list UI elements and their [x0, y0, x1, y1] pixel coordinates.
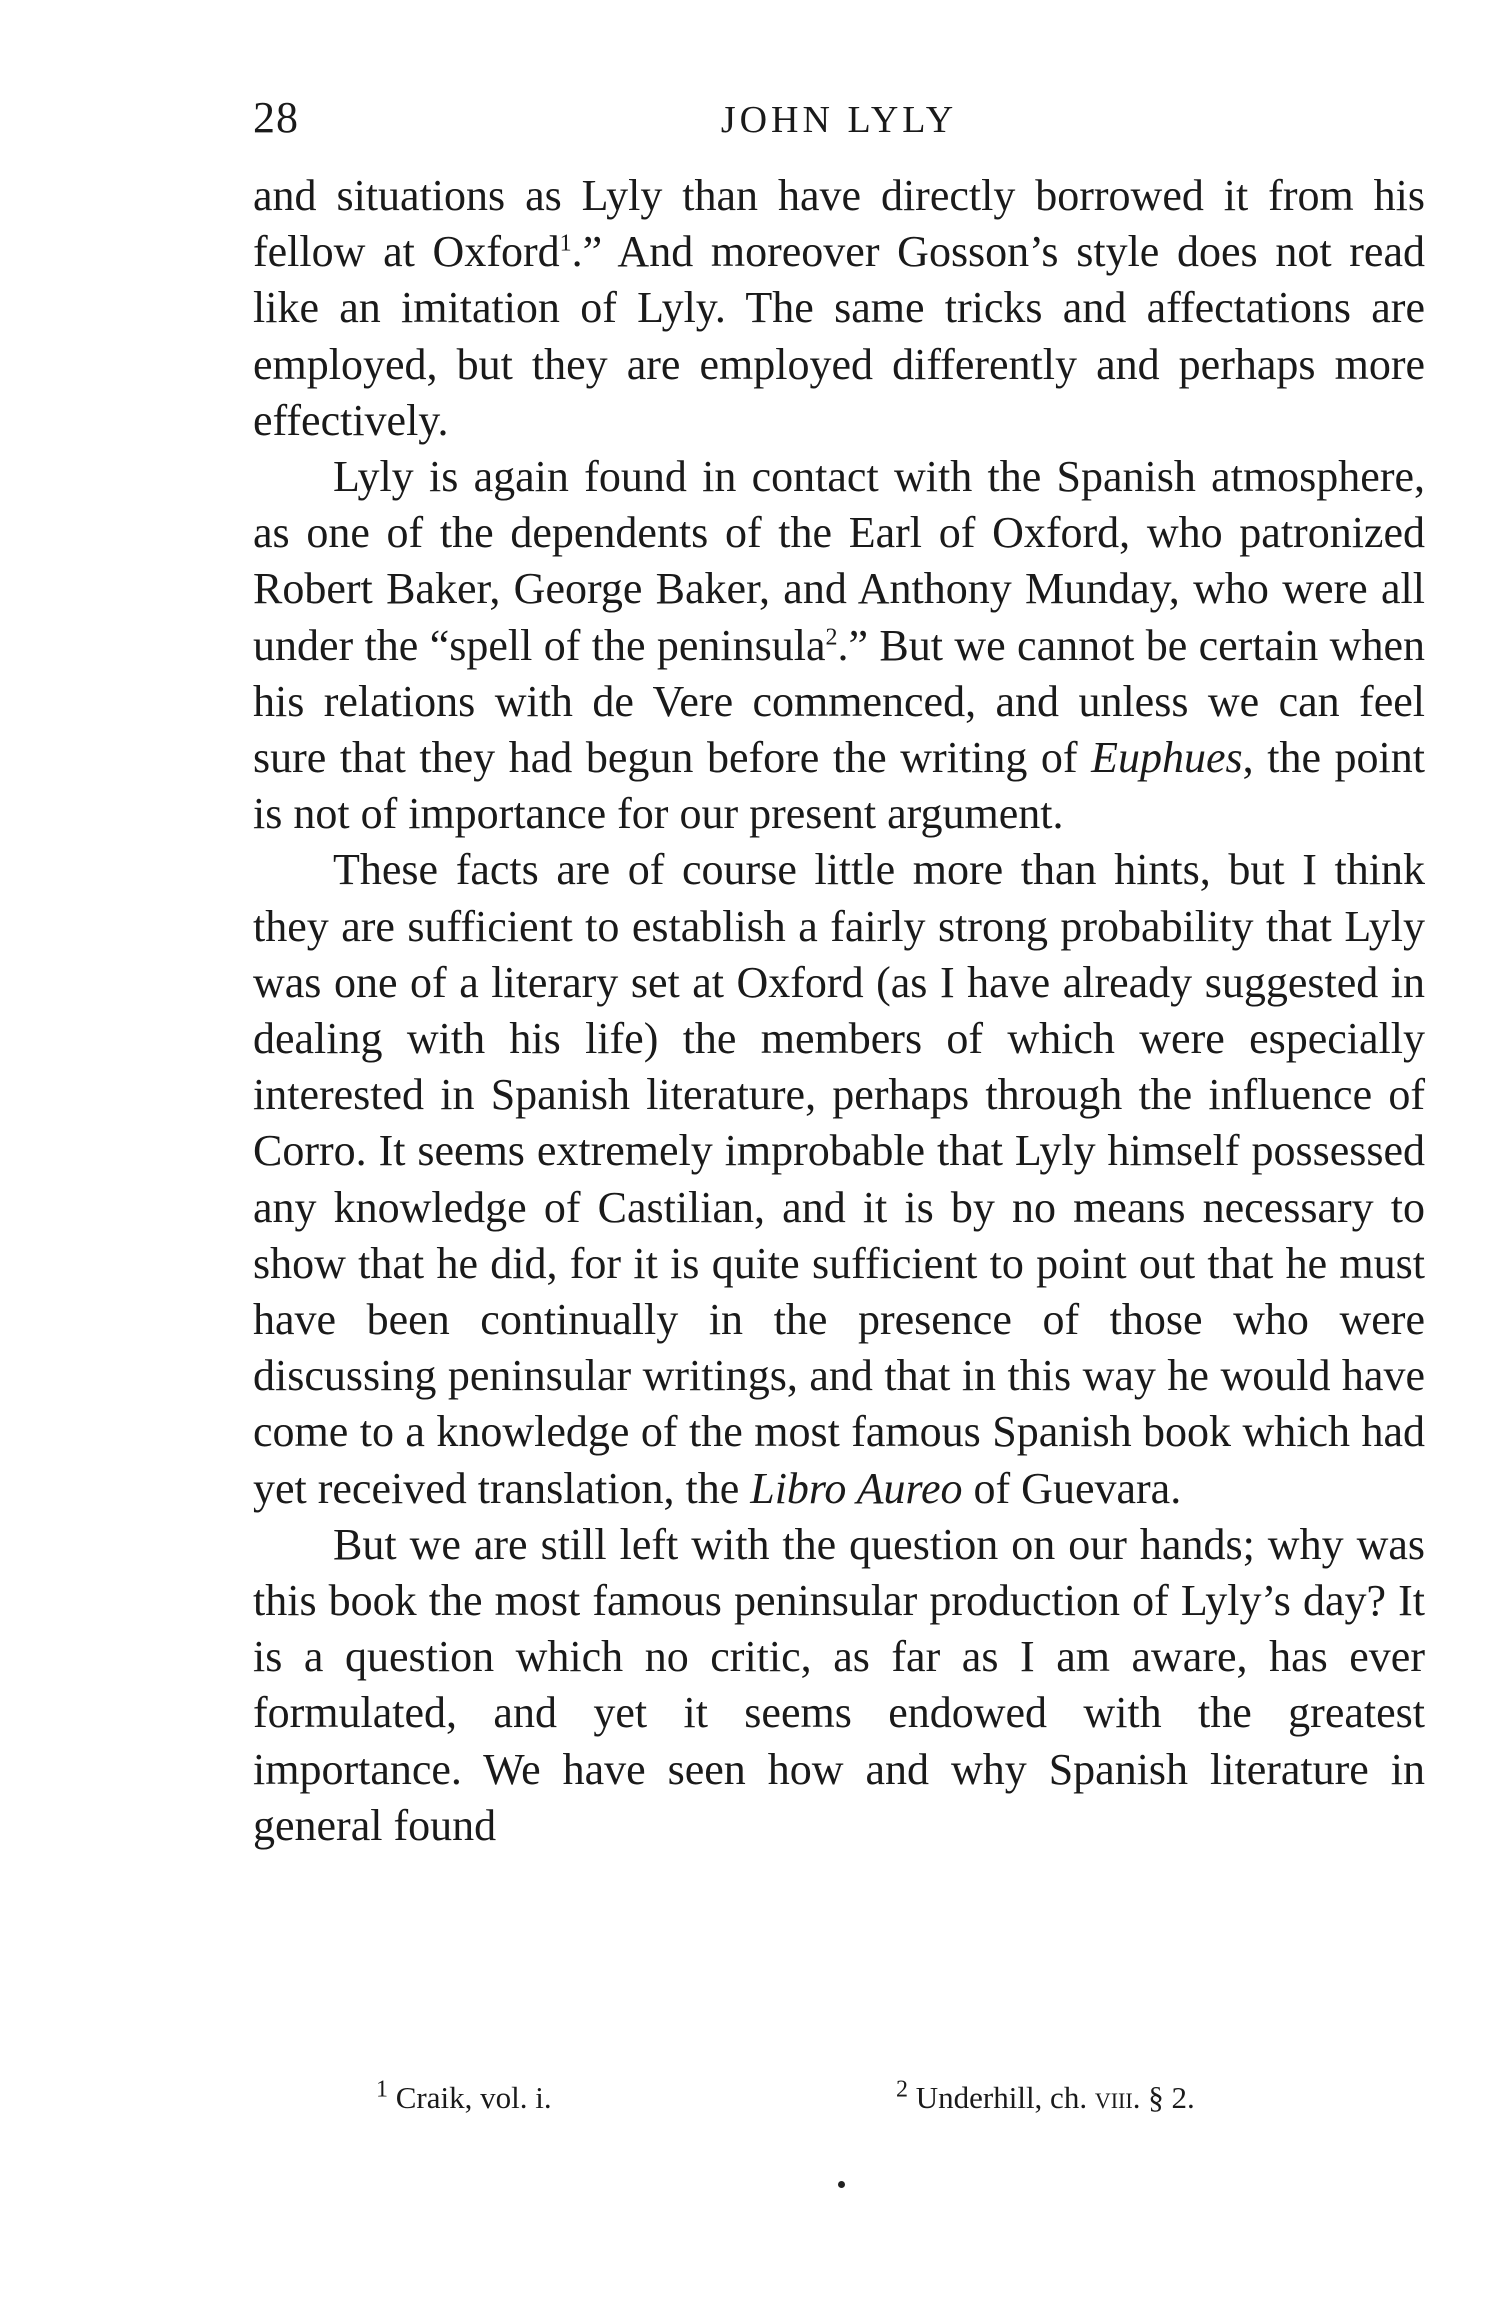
footnote-2-mark: 2 — [896, 2076, 908, 2103]
page-number: 28 — [253, 93, 299, 142]
footnotes — [376, 2076, 1396, 2124]
printer-mark-dot — [838, 2181, 845, 2188]
paragraph-2-text-b: .” But we cannot be certain when his relations with de Vere commenced, and unless we can feel sure that they had begun before the writing of — [253, 620, 1425, 783]
paragraph-2 — [253, 449, 1425, 842]
footnote-1-text: Craik, vol. i. — [388, 2080, 552, 2115]
footnote-2-text-b: . § 2. — [1132, 2080, 1195, 2115]
book-title-euphues: Euphues — [1091, 733, 1243, 783]
footnote-2-text-a: Underhill, ch. — [908, 2080, 1095, 2115]
paragraph-3-text-b: of Guevara. — [962, 1463, 1182, 1513]
paragraph-1-text-b: .” And moreover Gosson’s style does not read like an imitation of Lyly. The same tricks and affectations are employed, but they are employed differently and perhaps more effectively. — [253, 227, 1425, 445]
paragraph-3 — [253, 842, 1425, 1516]
footnote-2 — [896, 2076, 1195, 2116]
footnote-2-chapter: viii — [1094, 2080, 1133, 2115]
paragraph-4 — [253, 1517, 1425, 1854]
book-title-libro-aureo: Libro Aureo — [750, 1463, 963, 1513]
body-text — [253, 168, 1425, 1854]
running-title: JOHN LYLY — [720, 99, 958, 141]
paragraph-3-text-a: These facts are of course little more than hints, but I think they are sufficient to establish a fairly strong probability that Lyly was one of a literary set at Oxford (as I have already suggested in dealing with his life) the members of which were especially interested in Spanish literature, perhaps through the influence of Corro. It seems extremely improbable that Lyly himself possessed any knowledge of Castilian, and it is by no means necessary to show that he did, for it is quite sufficient to point out that he must have been continually in the presence of those who were discussing peninsular writings, and that in this way he would have come to a knowledge of the most famous Spanish book which had yet received translation, the — [253, 845, 1425, 1513]
footnote-ref-1: 1 — [559, 230, 572, 257]
footnote-ref-2: 2 — [825, 623, 838, 650]
paragraph-2-text-a: Lyly is again found in contact with the Spanish atmosphere, as one of the dependents of the Earl of Oxford, who patronized Robert Baker, George Baker, and Anthony Munday, who were all under the “spell of the peninsula — [253, 452, 1425, 670]
page-header — [253, 92, 1425, 152]
paragraph-1 — [253, 168, 1425, 449]
paragraph-2-text-c: , the point is not of importance for our present argument. — [253, 733, 1426, 839]
paragraph-4-text: But we are still left with the question on our hands; why was this book the most famous peninsular production of Lyly’s day? It is a question which no critic, as far as I am aware, has ever formulated, and yet it seems endowed with the greatest importance. We have seen how and why Spanish literature in general found — [253, 1519, 1425, 1850]
paragraph-1-text-a: and situations as Lyly than have directly borrowed it from his fellow at Oxford — [253, 171, 1425, 277]
footnote-1-mark: 1 — [376, 2076, 388, 2103]
footnote-1 — [376, 2076, 552, 2116]
